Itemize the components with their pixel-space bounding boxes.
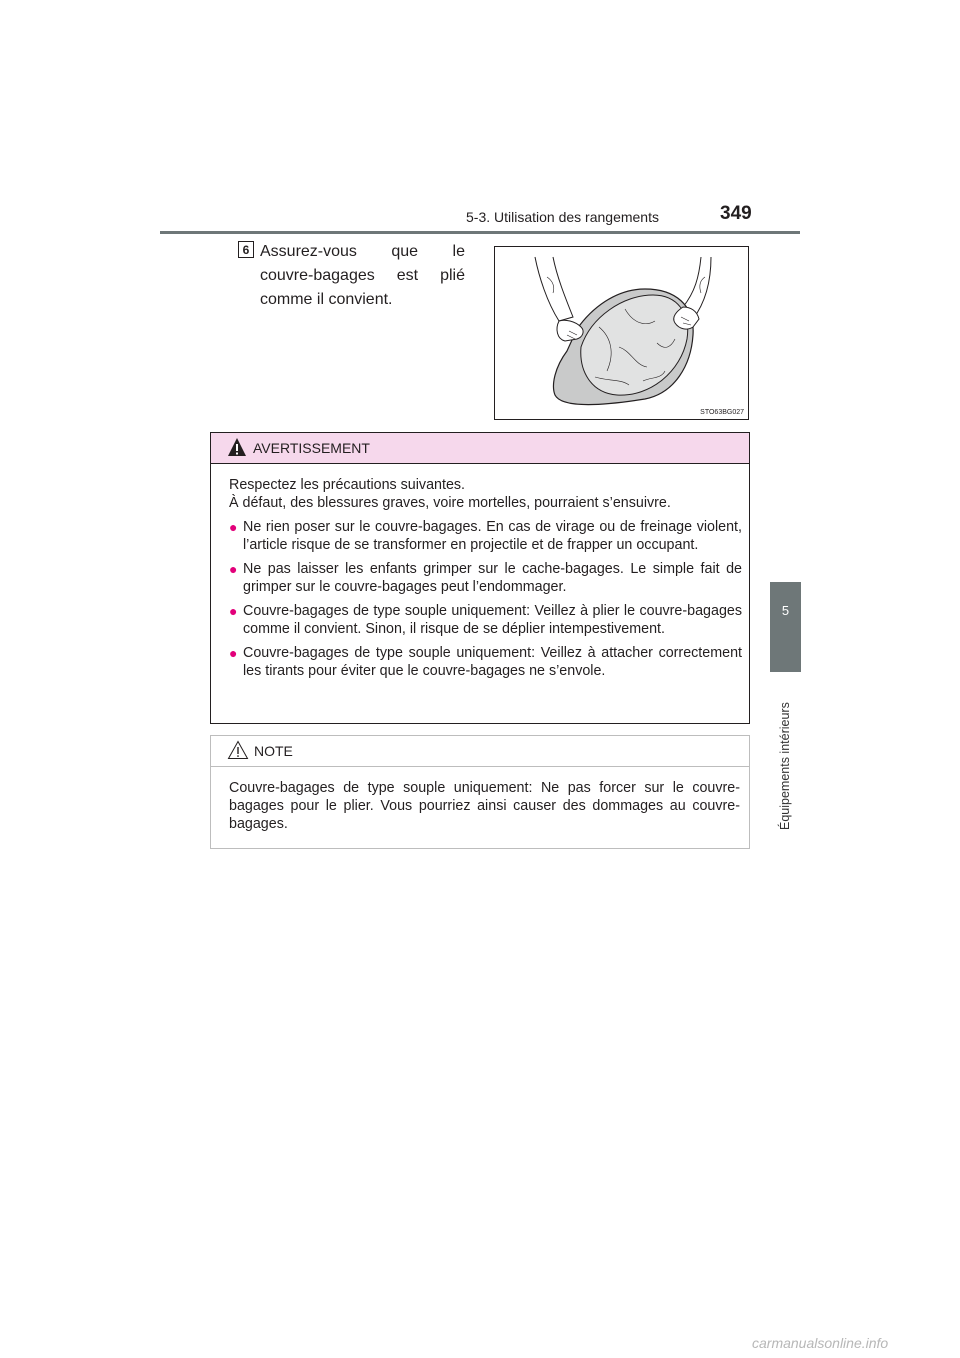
warning-bullet	[229, 518, 742, 554]
step-line: Assurez-vous que le	[260, 243, 465, 260]
warning-header	[211, 433, 749, 464]
page-number: 349	[720, 203, 752, 224]
warning-bullet	[229, 560, 742, 596]
bullet-dot-icon: ●	[229, 561, 238, 577]
warning-bullet-text: Couvre-bagages de type souple uniquement: Veillez à attacher correctement les tirants pour éviter que le couvre-bagages ne s’envole.	[243, 645, 742, 679]
warning-bullet	[229, 602, 742, 638]
warning-intro-line: À défaut, des blessures graves, voire mortelles, pourraient s’ensuivre.	[229, 495, 671, 511]
bullet-dot-icon: ●	[229, 603, 238, 619]
note-text: Couvre-bagages de type souple uniquement: Ne pas forcer sur le couvre-bagages pour le plier. Vous pourriez ainsi causer des dommages au couvre-bagages.	[229, 780, 740, 832]
chapter-number: 5	[781, 603, 790, 618]
step-text	[260, 240, 465, 312]
section-title: 5-3. Utilisation des rangements	[466, 209, 659, 225]
warning-triangle-icon	[227, 437, 247, 457]
note-title: NOTE	[254, 743, 293, 759]
step-line: couvre-bagages est plié	[260, 267, 465, 284]
watermark: carmanualsonline.info	[752, 1335, 889, 1351]
warning-bullet-text: Ne rien poser sur le couvre-bagages. En cas de virage ou de freinage violent, l’article risque de se transformer en projectile et de frapper un occupant.	[243, 519, 742, 553]
warning-bullet-text: Couvre-bagages de type souple uniquement: Veillez à plier le couvre-bagages comme il convient. Sinon, il risque de se déplier intempestivement.	[243, 603, 742, 637]
bullet-dot-icon: ●	[229, 645, 238, 661]
note-box	[210, 735, 750, 849]
warning-box	[210, 432, 750, 724]
chapter-tab	[770, 582, 801, 672]
step-line: comme il convient.	[260, 291, 393, 308]
folded-cargo-cover-drawing	[495, 247, 748, 419]
step-number-badge: 6	[238, 241, 254, 258]
warning-bullet-text: Ne pas laisser les enfants grimper sur le cache-bagages. Le simple fait de grimper sur le couvre-bagages peut l’endommager.	[243, 561, 742, 595]
header-rule	[160, 231, 800, 234]
illustration-code: STO63BG027	[700, 409, 744, 416]
warning-intro-line: Respectez les précautions suivantes.	[229, 477, 466, 493]
warning-bullet	[229, 644, 742, 680]
warning-body	[211, 464, 749, 680]
chapter-label: Équipements intérieurs	[777, 702, 792, 830]
warning-title: AVERTISSEMENT	[253, 440, 370, 456]
chapter-label-container	[770, 684, 801, 834]
note-header	[211, 736, 749, 767]
cargo-cover-illustration	[494, 246, 749, 420]
caution-outline-icon	[227, 740, 249, 760]
bullet-dot-icon: ●	[229, 519, 238, 535]
